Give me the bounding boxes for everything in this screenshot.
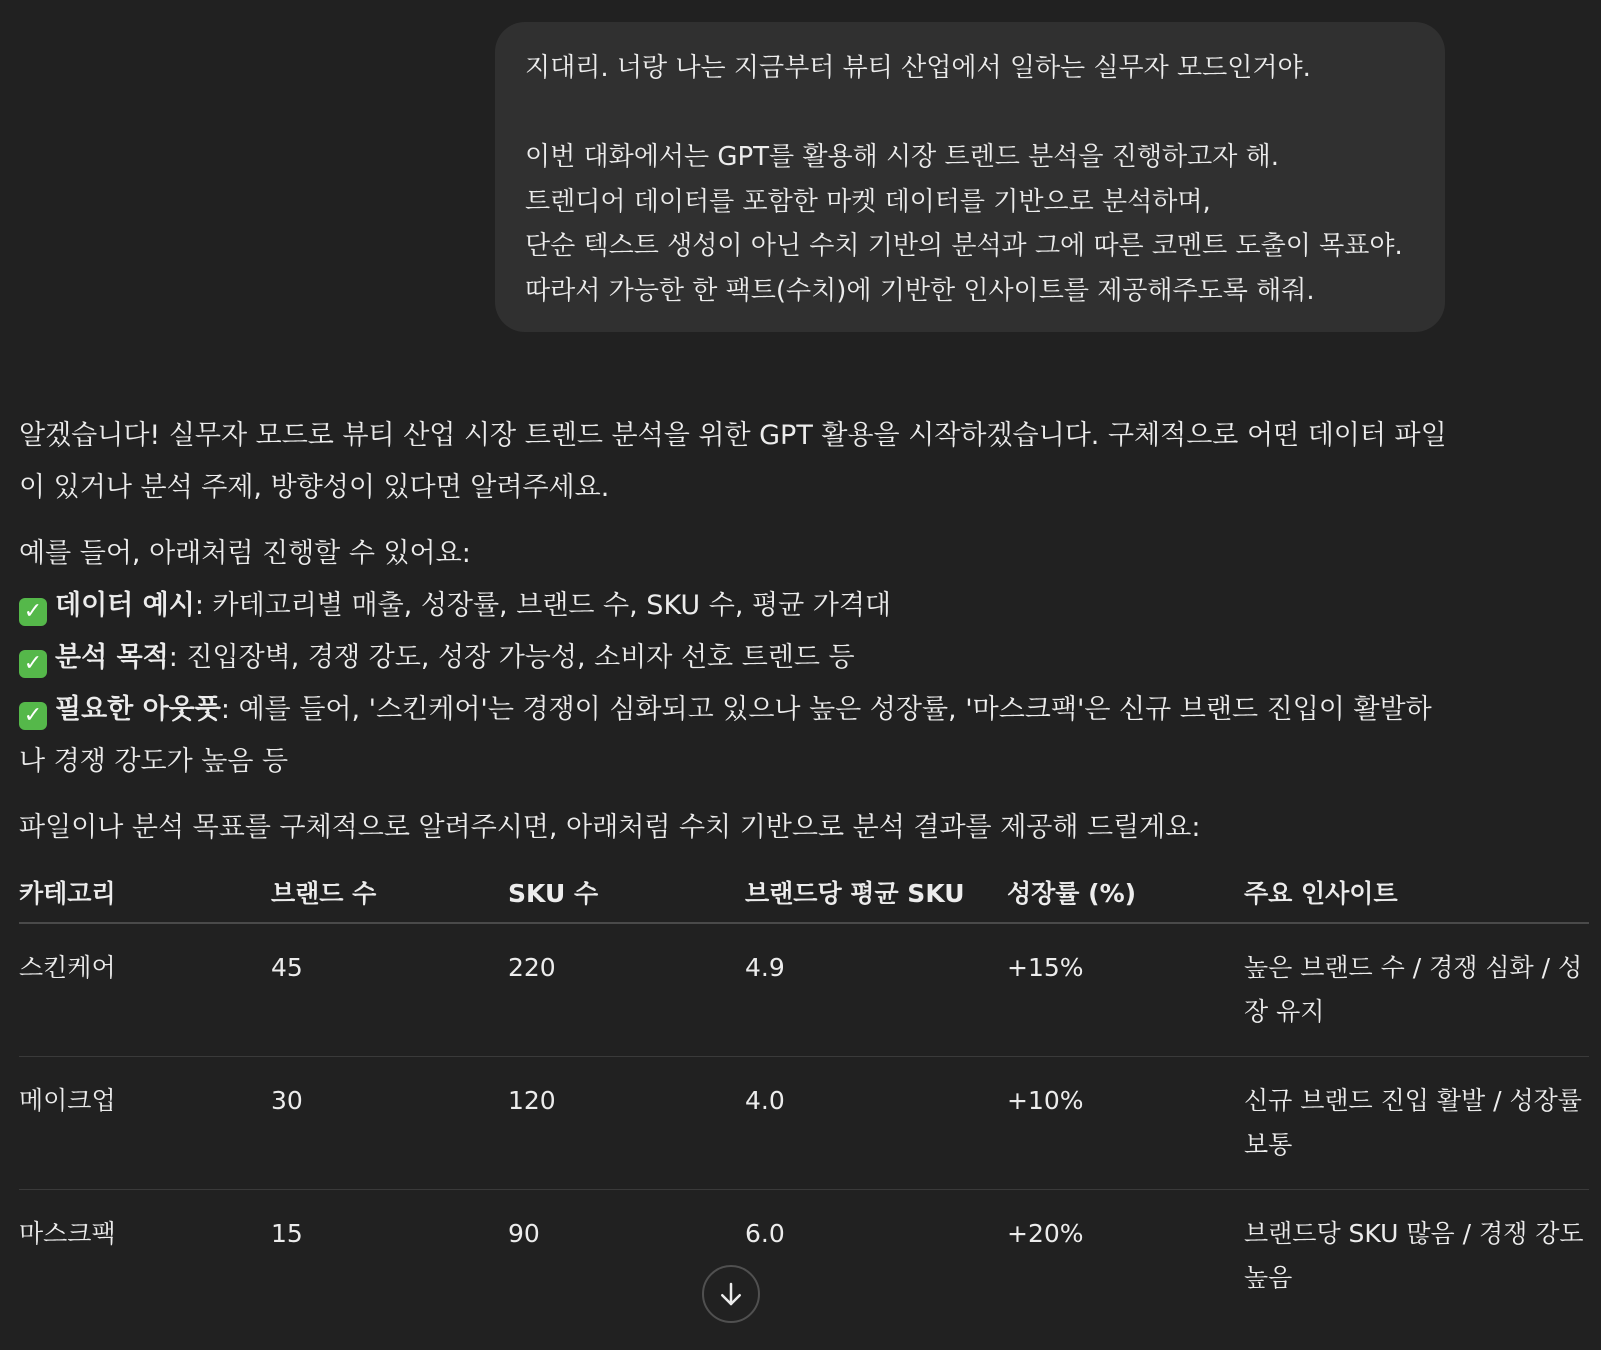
table-cell: 높은 브랜드 수 / 경쟁 심화 / 성장 유지: [1244, 923, 1589, 1057]
table-cell: 브랜드당 SKU 많음 / 경쟁 강도 높음: [1244, 1219, 1584, 1292]
example-intro: 예를 들어, 아래처럼 진행할 수 있어요:: [19, 538, 471, 569]
table-cell: 15: [271, 1219, 303, 1248]
assistant-message: [19, 410, 1589, 1292]
assistant-intro: 알겠습니다! 실무자 모드로 뷰티 산업 시장 트렌드 분석을 위한 GPT 활용을 시작하겠습니다. 구체적으로 어떤 데이터 파일이 있거나 분석 주제, 방향성이 있다면 알려주세요.: [19, 420, 1447, 503]
table-cell: 4.9: [745, 923, 1007, 1057]
table-cell: 220: [508, 923, 745, 1057]
table-cell: 45: [271, 923, 508, 1057]
column-header-avg-sku: 브랜드당 평균 SKU: [745, 862, 1007, 923]
checklist-text: : 예를 들어, '스킨케어'는 경쟁이 심화되고 있으나 높은 성장률, '마스크팩'은 신규 브랜드 진입이 활발하나 경쟁 강도가 높음 등: [19, 694, 1432, 777]
checklist-label: 필요한 아웃풋: [55, 694, 221, 725]
scroll-to-bottom-button[interactable]: [702, 1265, 760, 1323]
checklist-label: 분석 목적: [55, 642, 169, 673]
checklist-item-required-output: [19, 684, 1439, 788]
user-message-bubble: 지대리. 너랑 나는 지금부터 뷰티 산업에서 일하는 실무자 모드인거야. 이번 대화에서는 GPT를 활용해 시장 트렌드 분석을 진행하고자 해. 트렌디어 데이터를 포함한 마켓 데이터를 기반으로 분석하며, 단순 텍스트 생성이 아닌 수치 기반의 분석과 그에 따른 코멘트 도출이 목표야. 따라서 가능한 한 팩트(수치)에 기반한 인사이트를 제공해주도록 해줘.: [495, 22, 1445, 332]
table-cell: 메이크업: [19, 1057, 271, 1190]
table-row: [19, 923, 1589, 1057]
table-row: [19, 1057, 1589, 1190]
arrow-down-icon: [716, 1279, 746, 1309]
checklist-item-data-example: [19, 580, 1589, 632]
checklist-label: 데이터 예시: [55, 590, 195, 621]
analysis-table: [19, 862, 1589, 1322]
table-cell: 6.0: [745, 1219, 785, 1248]
table-cell: +15%: [1007, 923, 1244, 1057]
column-header-sku-count: SKU 수: [508, 862, 745, 923]
checklist-text: : 진입장벽, 경쟁 강도, 성장 가능성, 소비자 선호 트렌드 등: [168, 642, 855, 673]
table-cell: 마스크팩: [19, 1219, 116, 1248]
table-cell: 4.0: [745, 1057, 1007, 1190]
column-header-brand-count: 브랜드 수: [271, 862, 508, 923]
table-row: [19, 1190, 1589, 1323]
table-header-row: [19, 862, 1589, 923]
check-mark-icon: ✓: [19, 598, 47, 626]
check-mark-icon: ✓: [19, 650, 47, 678]
checklist-text: : 카테고리별 매출, 성장률, 브랜드 수, SKU 수, 평균 가격대: [194, 590, 892, 621]
column-header-category: 카테고리: [19, 862, 271, 923]
table-intro: 파일이나 분석 목표를 구체적으로 알려주시면, 아래처럼 수치 기반으로 분석 결과를 제공해 드릴게요:: [19, 812, 1201, 843]
column-header-insight: 주요 인사이트: [1244, 862, 1589, 923]
table-cell: 스킨케어: [19, 923, 271, 1057]
table-cell: 30: [271, 1057, 508, 1190]
checklist-item-analysis-purpose: [19, 632, 1589, 684]
table-cell: 90: [508, 1219, 540, 1248]
table-cell: +20%: [1007, 1219, 1084, 1248]
table-cell: 120: [508, 1057, 745, 1190]
check-mark-icon: ✓: [19, 702, 47, 730]
table-cell: 신규 브랜드 진입 활발 / 성장률 보통: [1244, 1057, 1589, 1190]
column-header-growth: 성장률 (%): [1007, 862, 1244, 923]
table-cell: +10%: [1007, 1057, 1244, 1190]
